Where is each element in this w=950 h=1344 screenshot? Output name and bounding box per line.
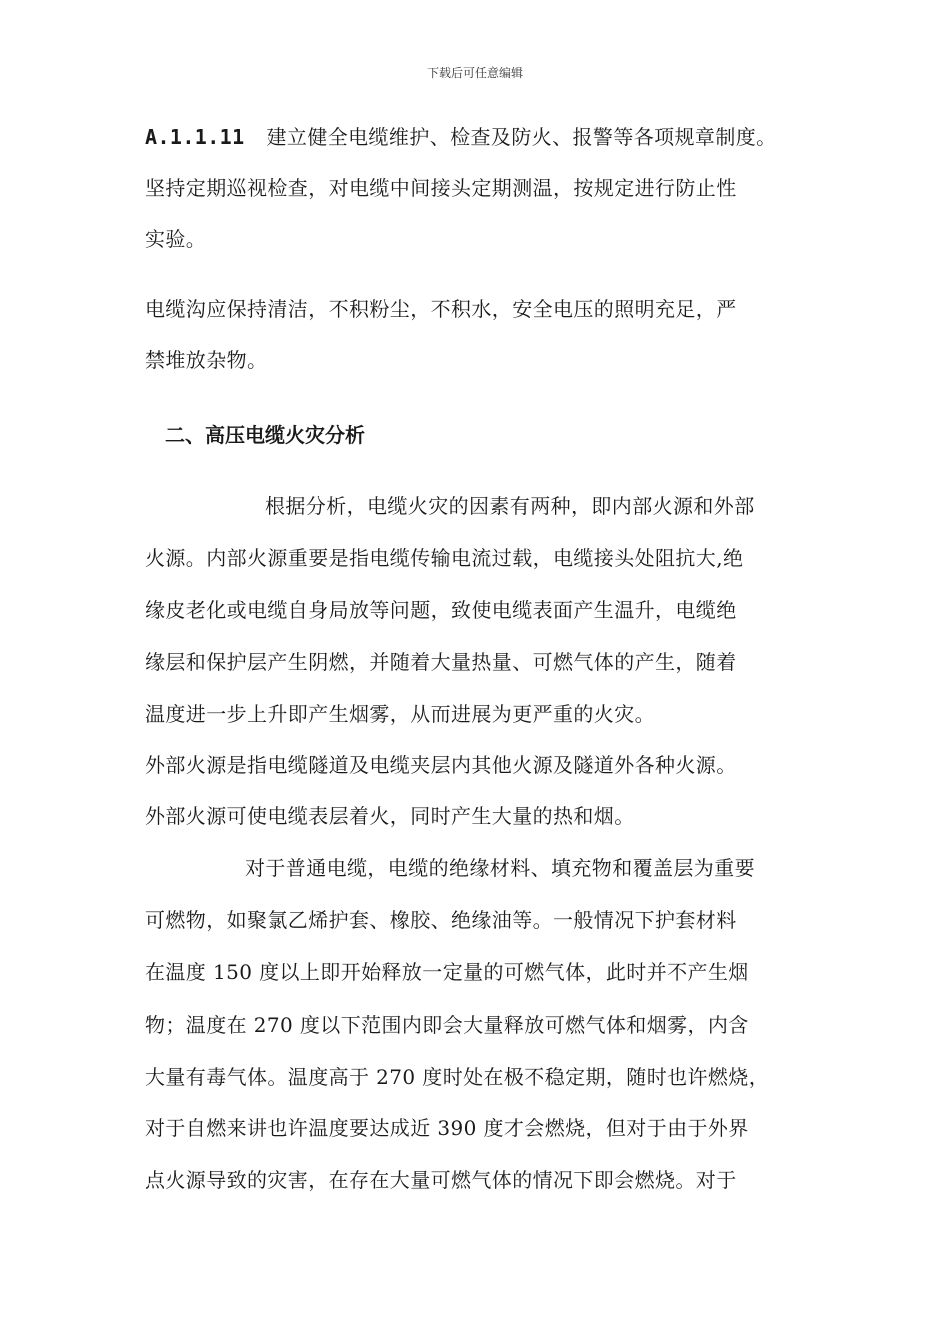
para4-line-1: 外部火源是指电缆隧道及电缆夹层内其他火源及隧道外各种火源。	[145, 753, 737, 777]
para3-line-5: 温度进一步上升即产生烟雾，从而进展为更严重的火灾。	[145, 702, 655, 726]
para4-line-2: 外部火源可使电缆表层着火，同时产生大量的热和烟。	[145, 804, 635, 828]
para5-line-6: 对于自燃来讲也许温度要达成近 390 度才会燃烧，但对于由于外界	[145, 1116, 749, 1140]
para5-line-5: 大量有毒气体。温度高于 270 度时处在极不稳定期，随时也许燃烧，	[145, 1065, 770, 1089]
para5-line-7: 点火源导致的灾害，在存在大量可燃气体的情况下即会燃烧。对于	[145, 1168, 737, 1192]
para1-line-1-text: 建立健全电缆维护、检查及防火、报警等各项规章制度。	[266, 125, 777, 149]
para1-line-1	[145, 123, 777, 151]
para3-line-2: 火源。内部火源重要是指电缆传输电流过载，电缆接头处阻抗大,绝	[145, 546, 744, 570]
clause-number: A.1.1.11	[145, 125, 245, 149]
para5-line-4: 物；温度在 270 度以下范围内即会大量释放可燃气体和烟雾，内含	[145, 1013, 749, 1037]
para3-line-1: 根据分析，电缆火灾的因素有两种，即内部火源和外部	[265, 494, 755, 518]
para3-line-3: 缘皮老化或电缆自身局放等问题，致使电缆表面产生温升，电缆绝	[145, 598, 737, 622]
section-title: 二、高压电缆火灾分析	[165, 423, 365, 447]
para2-line-1: 电缆沟应保持清洁，不积粉尘，不积水，安全电压的照明充足，严	[145, 297, 737, 321]
para1-line-3: 实验。	[145, 227, 207, 251]
para1-line-2: 坚持定期巡视检查，对电缆中间接头定期测温，按规定进行防止性	[145, 176, 737, 200]
para5-line-1: 对于普通电缆，电缆的绝缘材料、填充物和覆盖层为重要	[245, 856, 755, 880]
para5-line-3: 在温度 150 度以上即开始释放一定量的可燃气体，此时并不产生烟	[145, 960, 749, 984]
para2-line-2: 禁堆放杂物。	[145, 348, 268, 372]
page-header: 下载后可任意编辑	[426, 66, 523, 80]
para3-line-4: 缘层和保护层产生阴燃，并随着大量热量、可燃气体的产生，随着	[145, 650, 737, 674]
para5-line-2: 可燃物，如聚氯乙烯护套、橡胶、绝缘油等。一般情况下护套材料	[145, 908, 737, 932]
